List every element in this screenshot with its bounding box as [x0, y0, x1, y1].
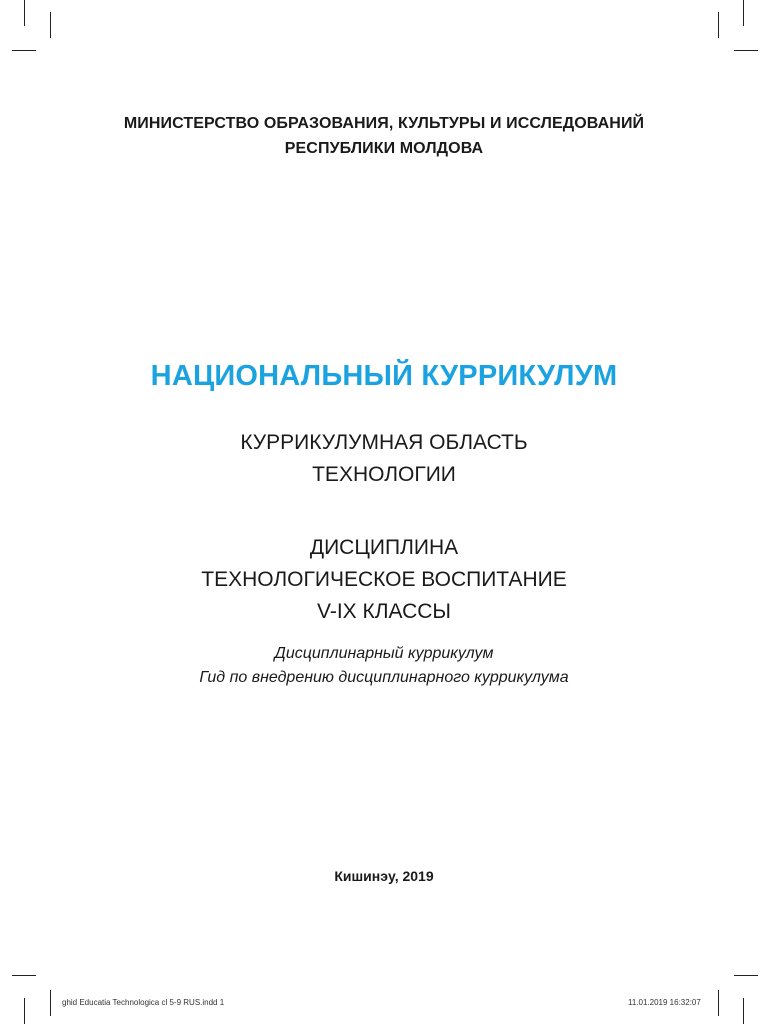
discipline-line-3: V-IX КЛАССЫ: [317, 600, 451, 623]
curriculum-area-line-1: КУРРИКУЛУМНАЯ ОБЛАСТЬ: [240, 431, 528, 454]
crop-mark-top-left-horizontal: [12, 50, 36, 51]
crop-mark-bottom-right-vertical: [743, 998, 744, 1024]
crop-mark-top-left-vertical-inner: [50, 12, 51, 38]
crop-mark-bottom-left-vertical: [24, 998, 25, 1024]
main-title: НАЦИОНАЛЬНЫЙ КУРРИКУЛУМ: [150, 360, 618, 392]
discipline-block: [0, 532, 768, 628]
curriculum-area-line-2: ТЕХНОЛОГИИ: [312, 463, 456, 486]
discipline-line-1: ДИСЦИПЛИНА: [309, 536, 459, 559]
crop-mark-bottom-right-vertical-inner: [718, 990, 719, 1016]
ministry-header: [0, 111, 768, 161]
crop-mark-bottom-left-vertical-inner: [50, 990, 51, 1016]
print-slug-date: 11.01.2019 16:32:07: [628, 998, 701, 1007]
crop-mark-bottom-left-horizontal: [12, 975, 36, 976]
subtitle-block: [0, 642, 768, 690]
ministry-line-2: РЕСПУБЛИКИ МОЛДОВА: [284, 140, 484, 157]
curriculum-area: [0, 427, 768, 491]
crop-mark-bottom-right-horizontal: [734, 975, 758, 976]
crop-mark-top-left-vertical: [24, 0, 25, 26]
crop-mark-top-right-vertical: [743, 0, 744, 26]
discipline-line-2: ТЕХНОЛОГИЧЕСКОЕ ВОСПИТАНИЕ: [201, 568, 567, 591]
print-slug-file: ghid Educatia Technologica cl 5-9 RUS.indd 1: [62, 998, 225, 1007]
subtitle-line-1: Дисциплинарный куррикулум: [274, 645, 494, 662]
crop-mark-top-right-horizontal: [734, 50, 758, 51]
crop-mark-top-right-vertical-inner: [718, 12, 719, 38]
place-year: Кишинэу, 2019: [334, 868, 434, 884]
ministry-line-1: МИНИСТЕРСТВО ОБРАЗОВАНИЯ, КУЛЬТУРЫ И ИССЛЕДОВАНИЙ: [123, 115, 645, 132]
subtitle-line-2: Гид по внедрению дисциплинарного куррикулума: [199, 669, 569, 686]
